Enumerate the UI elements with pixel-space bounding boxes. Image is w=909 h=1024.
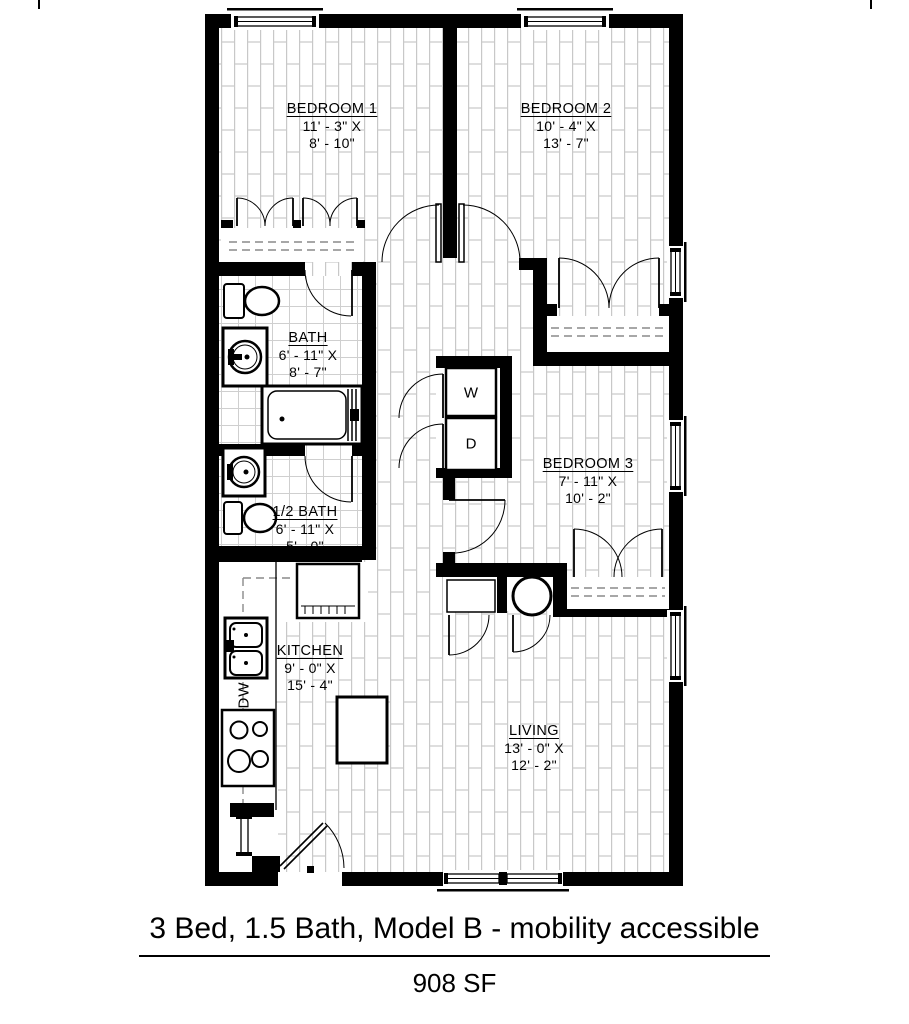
title-block: [0, 912, 909, 998]
bedroom1-label: BEDROOM 1 11' - 3" X 8' - 10": [286, 101, 378, 151]
dishwasher-letter: DW: [235, 681, 253, 709]
plan-area: 908 SF: [412, 968, 497, 998]
bedroom2-top-window: [517, 8, 613, 30]
page-border-ticks: [38, 0, 872, 9]
bedroom3-label: BEDROOM 3 7' - 11" X 10' - 2": [542, 456, 634, 506]
toilet-symbol-bath: [224, 284, 279, 318]
kitchen-island: [337, 697, 387, 763]
toilet-symbol-half-bath: [224, 502, 276, 534]
washer-letter: W: [463, 384, 479, 402]
dryer-letter: D: [465, 435, 477, 453]
refrigerator-symbol: [297, 564, 359, 618]
bathtub-symbol: [262, 386, 362, 444]
living-label: LIVING 13' - 0" X 12' - 2": [504, 723, 564, 773]
bedroom2-side-window: [667, 242, 687, 302]
range-symbol: [222, 710, 274, 786]
bedroom3-window: [667, 416, 687, 496]
bedroom1-window: [227, 8, 323, 30]
water-heater-symbol: [513, 577, 551, 615]
plan-title: 3 Bed, 1.5 Bath, Model B - mobility accessible: [139, 912, 769, 957]
kitchen-label: KITCHEN 9' - 0" X 15' - 4": [276, 643, 344, 693]
sink-symbol-half-bath: [223, 448, 265, 496]
living-side-window: [667, 606, 687, 686]
small-closet-box: [447, 580, 495, 612]
living-bottom-double-window: [437, 870, 569, 892]
sink-symbol-bath: [223, 328, 267, 386]
bath-label: BATH 6' - 11" X 8' - 7": [278, 330, 338, 380]
bedroom2-label: BEDROOM 2 10' - 4" X 13' - 7": [520, 101, 612, 151]
kitchen-sink-symbol: [224, 618, 267, 678]
half-bath-label: 1/2 BATH 6' - 11" X 5' - 0": [272, 504, 338, 554]
